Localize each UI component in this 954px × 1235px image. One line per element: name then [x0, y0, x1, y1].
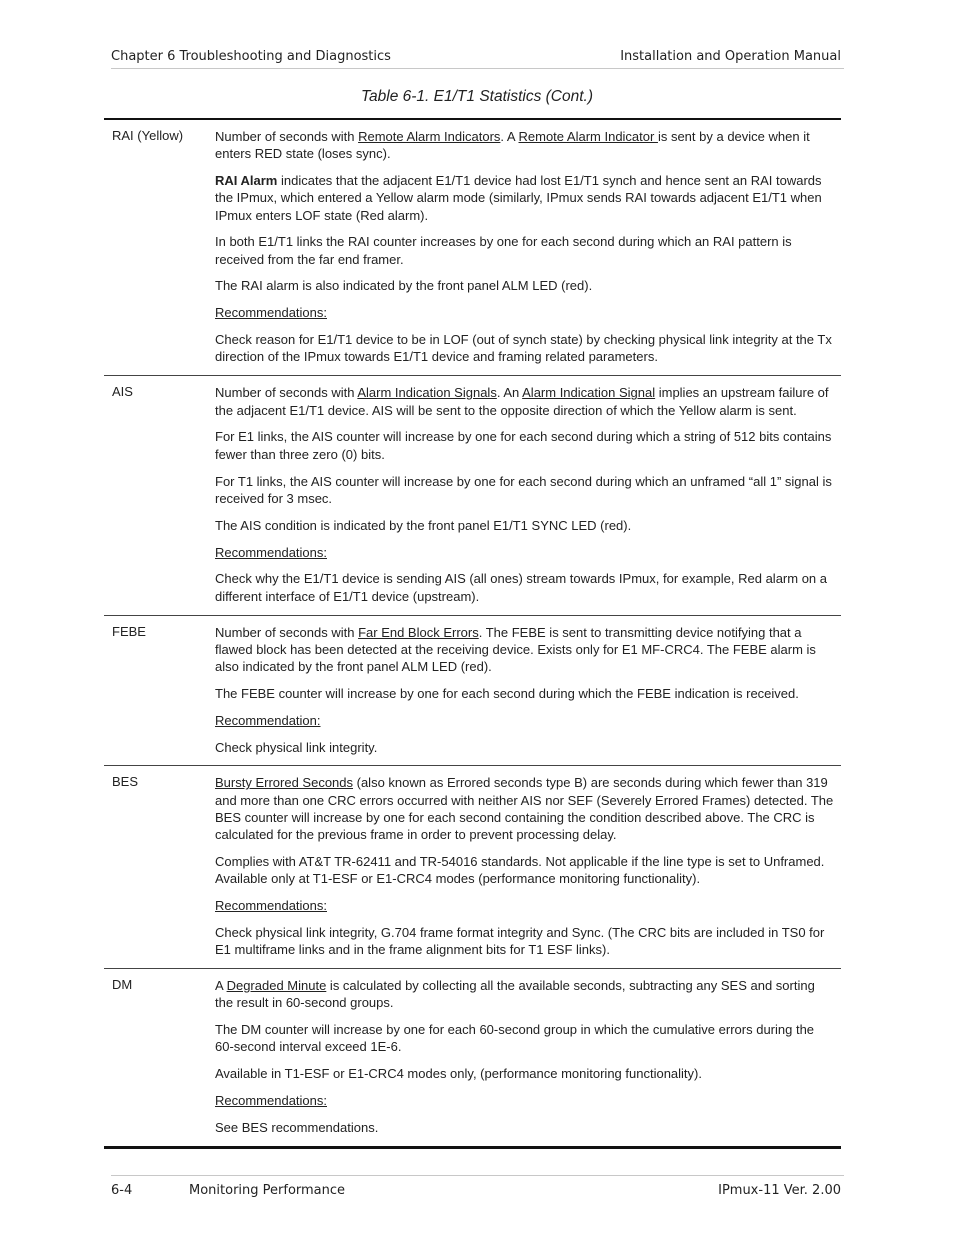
term-link: Bursty Errored Seconds: [215, 775, 354, 791]
term-cell: DM: [112, 977, 133, 993]
table-row-rai: [104, 120, 841, 376]
paragraph: The AIS condition is indicated by the front panel E1/T1 SYNC LED (red).: [215, 517, 632, 533]
paragraph: A Degraded Minute is calculated by collecting all the available seconds, subtracting any SES and sorting the result in 60-second groups.: [215, 978, 815, 1011]
term-cell: BES: [112, 774, 139, 790]
term-link: Alarm Indication Signal: [522, 385, 656, 401]
statistics-table: [104, 118, 841, 1149]
recommendations-heading: Recommendations:: [215, 305, 327, 321]
term-link: Remote Alarm Indicators: [358, 129, 501, 144]
paragraph: In both E1/T1 links the RAI counter increases by one for each second during which an RAI pattern is received from the far end framer.: [215, 234, 792, 267]
paragraph: RAI Alarm indicates that the adjacent E1/T1 device had lost E1/T1 synch and hence sent an RAI towards the IPmux, which entered a Yellow alarm mode (similarly, IPmux sends RAI towards adjacent E1/T1 when IPmux enters LOF state (Red alarm).: [215, 173, 822, 223]
page-number: 6-4: [111, 1183, 133, 1198]
description-cell: [215, 120, 841, 375]
term-link: Remote Alarm Indicator: [518, 129, 658, 144]
chapter-title: Chapter 6 Troubleshooting and Diagnostics: [111, 49, 391, 64]
term-cell: FEBE: [112, 623, 146, 639]
paragraph: Number of seconds with Remote Alarm Indicators. A Remote Alarm Indicator is sent by a device when it enters RED state (loses sync).: [215, 129, 810, 162]
page-header: [111, 48, 844, 69]
recommendations-heading: Recommendations:: [215, 898, 327, 914]
table-row-dm: [104, 969, 841, 1146]
term-link: Far End Block Errors: [358, 624, 479, 640]
description-cell: [215, 766, 841, 968]
paragraph: Bursty Errored Seconds (also known as Errored seconds type B) are seconds during which fewer than 319 and more than one CRC errors occurred with neither AIS nor SEF (Severely Errored Frames) detected. The BES counter will increase by one for each second containing the condition described above. The CRC is calculated for the previous frame in order to prevent processing delay.: [215, 775, 834, 843]
table-caption: Table 6-1. E1/T1 Statistics (Cont.): [360, 88, 594, 105]
term-link: Alarm Indication Signals: [357, 385, 497, 401]
description-cell: [215, 376, 841, 614]
manual-title: Installation and Operation Manual: [620, 49, 841, 64]
recommendation-heading: Recommendation:: [215, 712, 321, 728]
recommendations-heading: Recommendations:: [215, 1093, 327, 1109]
paragraph: The RAI alarm is also indicated by the front panel ALM LED (red).: [215, 278, 593, 294]
paragraph: The DM counter will increase by one for each 60-second group in which the cumulative errors during the 60-second interval exceed 1E-6.: [215, 1022, 815, 1055]
paragraph: See BES recommendations.: [215, 1120, 379, 1136]
paragraph: For T1 links, the AIS counter will increase by one for each second during which an unframed “all 1” signal is received for 3 msec.: [215, 473, 832, 506]
recommendations-heading: Recommendations:: [215, 544, 327, 560]
term-cell: RAI (Yellow): [112, 128, 184, 143]
paragraph: Available in T1-ESF or E1-CRC4 modes only, (performance monitoring functionality).: [215, 1066, 702, 1082]
paragraph: Check reason for E1/T1 device to be in LOF (out of synch state) by checking physical link integrity at the Tx direction of the IPmux towards E1/T1 device and framing related parameters.: [215, 332, 832, 365]
paragraph: Number of seconds with Far End Block Errors. The FEBE is sent to transmitting device notifying that a flawed block has been detected at the receiving device. Exists only for E1 MF-CRC4. The FEBE alarm is also indicated by the front panel ALM LED (red).: [215, 624, 816, 674]
term-cell: AIS: [112, 384, 133, 400]
table-row-bes: [104, 766, 841, 969]
description-cell: [215, 969, 841, 1146]
paragraph: Check physical link integrity, G.704 frame format integrity and Sync. (The CRC bits are included in TS0 for E1 multiframe links and in the frame alignment bits for T1 ESF links).: [215, 924, 825, 958]
table-row-ais: [104, 376, 841, 615]
paragraph: Check why the E1/T1 device is sending AIS (all ones) stream towards IPmux, for example, Red alarm on a different interface of E1/T1 device (upstream).: [215, 571, 827, 604]
section-title: Monitoring Performance: [189, 1183, 346, 1198]
description-cell: [215, 616, 841, 766]
product-version: IPmux-11 Ver. 2.00: [718, 1183, 841, 1198]
page-footer: [111, 1175, 844, 1200]
paragraph: Check physical link integrity.: [215, 739, 378, 755]
paragraph: Complies with AT&T TR-62411 and TR-54016 standards. Not applicable if the line type is set to Unframed. Available only at T1-ESF or E1-CRC4 modes (performance monitoring functionality).: [215, 853, 825, 887]
term-link: Degraded Minute: [226, 978, 327, 994]
paragraph: Number of seconds with Alarm Indication Signals. An Alarm Indication Signal implies an upstream failure of the adjacent E1/T1 device. AIS will be sent to the opposite direction of which the Yellow alarm is sent.: [215, 385, 829, 418]
paragraph: For E1 links, the AIS counter will increase by one for each second during which a string of 512 bits contains fewer than three zero (0) bits.: [215, 429, 832, 462]
paragraph: The FEBE counter will increase by one for each second during which the FEBE indication is received.: [215, 685, 799, 701]
table-row-febe: [104, 616, 841, 767]
